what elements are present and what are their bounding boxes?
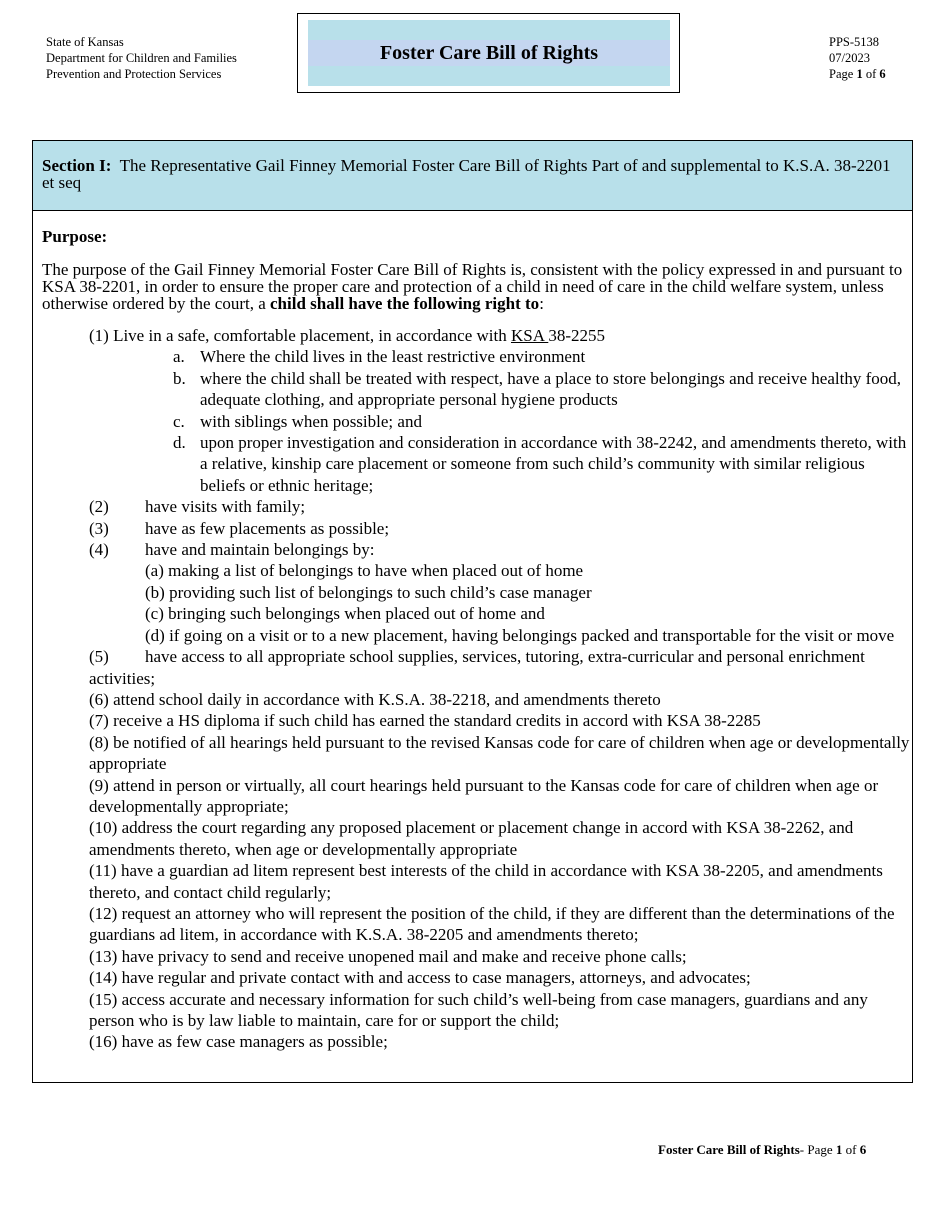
right-5: (5) have access to all appropriate school supplies, services, tutoring, extra-curricular and personal enrichment activities; [89,647,865,688]
section-title: The Representative Gail Finney Memorial Foster Care Bill of Rights Part of and supplemental to K.S.A. 38-2201 et seq [42,156,891,192]
agency-state: State of Kansas [46,35,124,49]
agency-division: Prevention and Protection Services [46,67,222,81]
form-info [829,34,886,82]
right-4d: (d) if going on a visit or to a new placement, having belongings packed and transportable for the visit or move [145,625,895,645]
footer-title: Foster Care Bill of Rights [658,1142,800,1157]
page-footer: Foster Care Bill of Rights- Page 1 of 6 [658,1142,867,1157]
document-title: Foster Care Bill of Rights [379,42,599,64]
right-2: (2) have visits with family; [89,497,306,517]
right-4c: (c) bringing such belongings when placed out of home and [145,604,545,624]
title-box [297,13,680,93]
right-1b: b. where the child shall be treated with respect, have a place to store belongings and receive healthy food, adequate clothing, and appropriate personal hygiene products [173,368,901,410]
right-4a: (a) making a list of belongings to have when placed out of home [145,561,584,581]
right-7: (7) receive a HS diploma if such child has earned the standard credits in accord with KSA 38-2285 [89,711,761,731]
right-13: (13) have privacy to send and receive unopened mail and make and receive phone calls; [89,946,687,966]
title-box-fill [308,20,670,86]
right-12: (12) request an attorney who will represent the position of the child, if they are different than the determinations of the guardians ad litem, in accordance with K.S.A. 38-2205 and amendments thereto; [89,903,895,945]
ksa-link[interactable]: KSA [510,326,549,345]
section-content [42,227,912,1053]
form-date: 07/2023 [829,51,870,65]
section-label: Section I: [42,156,112,175]
agency-department: Department for Children and Families [46,51,237,65]
purpose-label: Purpose: [42,227,108,246]
page-number: 1 [856,67,863,81]
right-1c: c. with siblings when possible; and [173,411,422,431]
right-1d: d. upon proper investigation and consideration in accordance with 38-2242, and amendments thereto, with a relative, kinship care placement or someone from such child’s community with similar religious beliefs or ethnic heritage; [173,433,907,495]
section-header [33,141,912,211]
right-9: (9) attend in person or virtually, all court hearings held pursuant to the Kansas code for care of children when age or developmentally appropriate; [89,775,879,816]
purpose-text: The purpose of the Gail Finney Memorial Foster Care Bill of Rights is, consistent with the policy expressed in and pursuant to KSA 38-2201, in order to ensure the proper care and protection of a child in need of care in the child welfare system, unless otherwise ordered by the court, a child shall have the following right to: [42,260,903,313]
right-11: (11) have a guardian ad litem represent best interests of the child in accordance with KSA 38-2205, and amendments thereto, and contact child regularly; [89,861,883,902]
right-3: (3) have as few placements as possible; [89,518,390,538]
right-8: (8) be notified of all hearings held pursuant to the revised Kansas code for care of children when age or developmentally appropriate [89,732,910,774]
right-14: (14) have regular and private contact with and access to case managers, attorneys, and advocates; [89,968,751,988]
page-indicator: Page 1 of 6 [829,67,886,81]
agency-header [46,34,237,82]
footer-page-total: 6 [859,1142,867,1157]
right-4: (4) have and maintain belongings by: [89,540,375,560]
section-box [32,140,913,1083]
right-1: (1) Live in a safe, comfortable placement, in accordance with KSA 38-2255 [89,326,605,345]
right-10: (10) address the court regarding any proposed placement or placement change in accord with KSA 38-2262, and amendments thereto, when age or developmentally appropriate [89,818,854,859]
footer-page-number: 1 [835,1142,843,1157]
form-number: PPS-5138 [829,35,880,49]
right-15: (15) access accurate and necessary information for such child’s well-being from case managers, guardians and any person who is by law liable to maintain, care for or support the child; [89,989,868,1030]
right-1a: a. Where the child lives in the least restrictive environment [173,347,586,367]
right-4b: (b) providing such list of belongings to such child’s case manager [145,582,592,602]
right-16: (16) have as few case managers as possible; [89,1032,388,1052]
page-total: 6 [879,67,886,81]
rights-list [42,325,912,1053]
right-6: (6) attend school daily in accordance with K.S.A. 38-2218, and amendments thereto [89,689,661,709]
